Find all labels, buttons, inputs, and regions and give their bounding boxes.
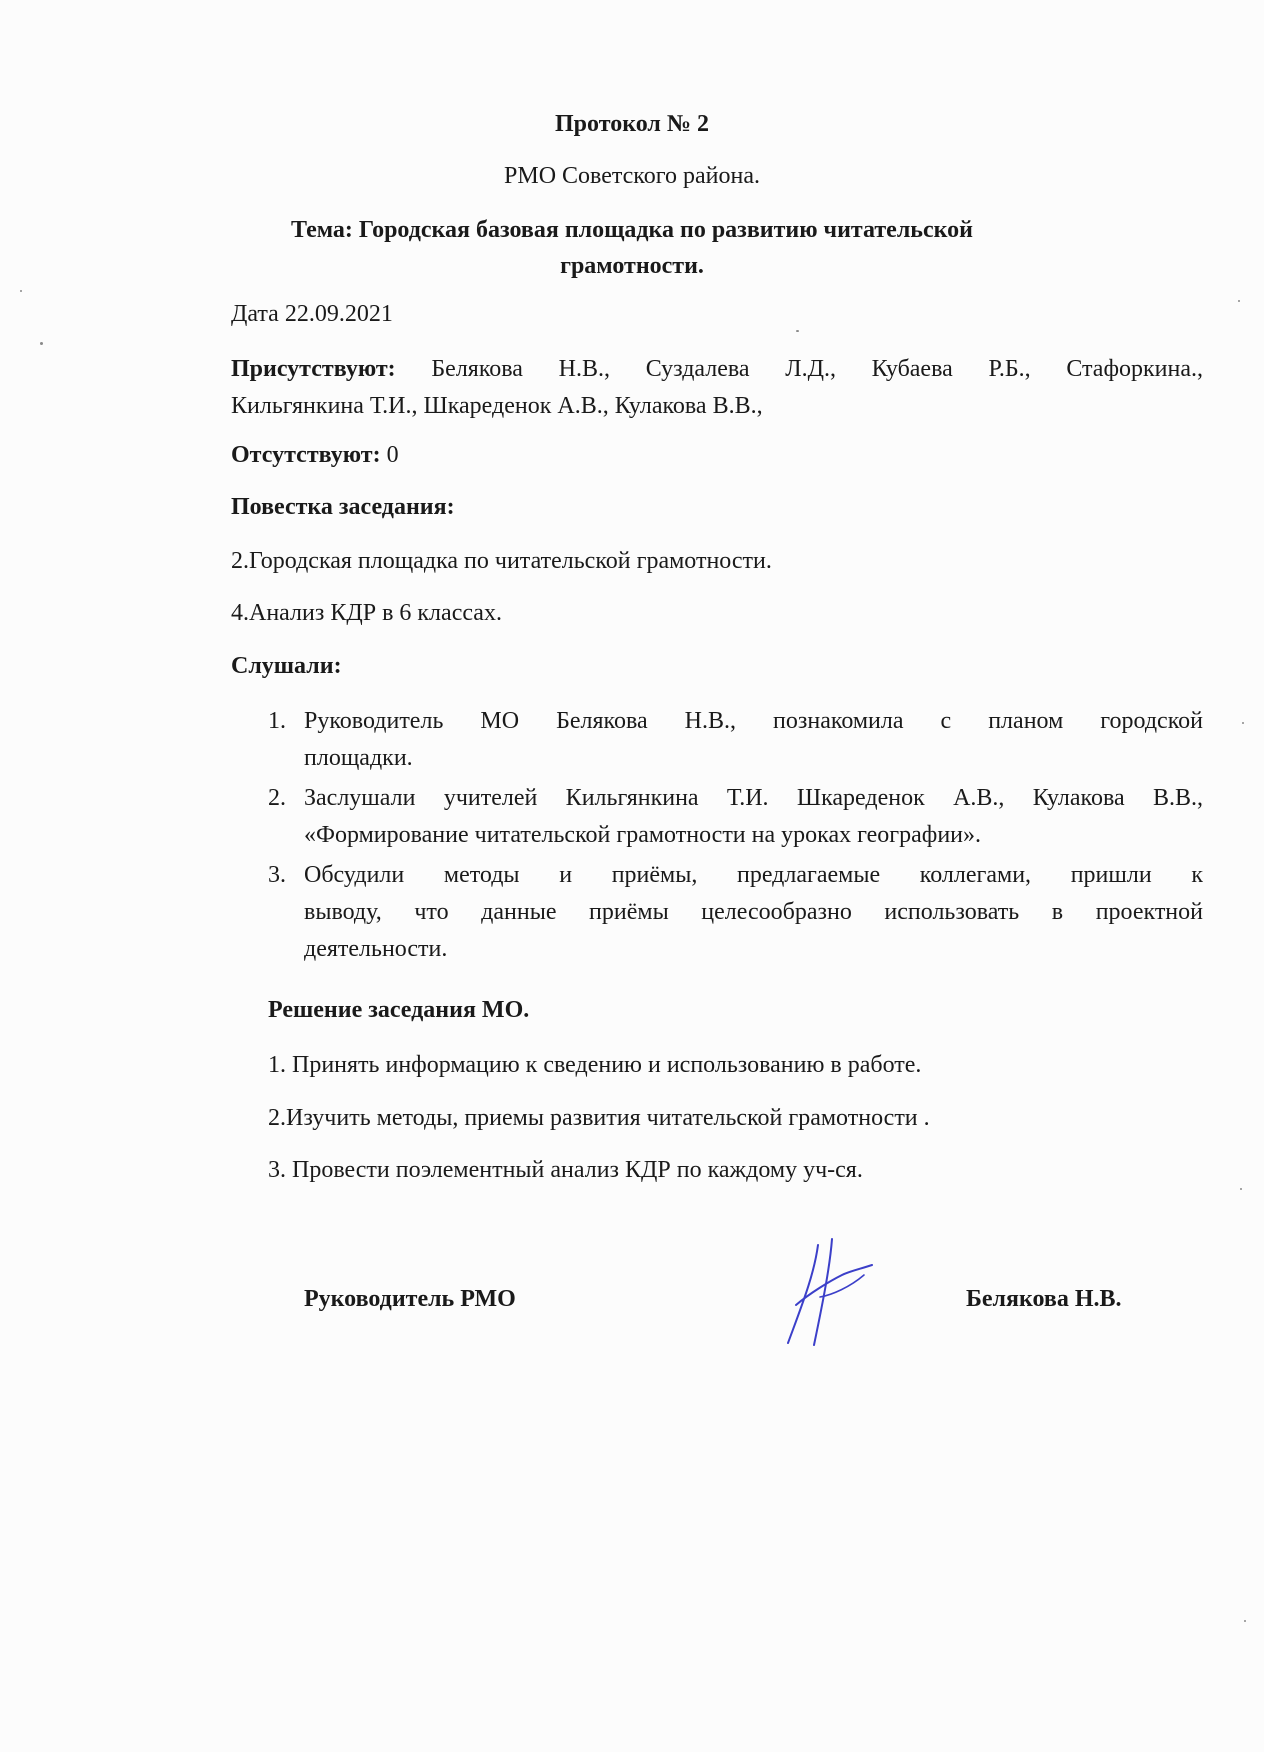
decision-item: 3. Провести поэлементный анализ КДР по каждому уч-ся. xyxy=(268,1157,863,1183)
heard-heading: Слушали: xyxy=(231,653,342,679)
meeting-date: Дата 22.09.2021 xyxy=(231,301,393,327)
agenda-item: 2.Городская площадка по читательской грамотности. xyxy=(231,548,772,574)
heard-item-line: Обсудили методы и приёмы, предлагаемые коллегами, пришли к xyxy=(304,862,1203,888)
decision-item: 2.Изучить методы, приемы развития читательской грамотности . xyxy=(268,1105,930,1131)
signatory-role: Руководитель РМО xyxy=(304,1286,516,1312)
scan-speck xyxy=(1240,1188,1242,1190)
agenda-heading: Повестка заседания: xyxy=(231,494,455,520)
heard-item-number: 1. xyxy=(268,708,286,734)
heard-item-line: деятельности. xyxy=(304,936,448,962)
scan-speck xyxy=(40,342,43,345)
topic-line-2: грамотности. xyxy=(560,253,704,279)
document-title: Протокол № 2 xyxy=(555,111,709,137)
heard-item xyxy=(304,780,1203,854)
heard-item xyxy=(304,857,1203,968)
signatory-name: Белякова Н.В. xyxy=(966,1286,1122,1312)
heard-item-line: Руководитель МО Белякова Н.В., познакомила с планом городской xyxy=(304,708,1203,734)
topic-line-1: Тема: Городская базовая площадка по развитию читательской xyxy=(291,217,973,243)
absent-line xyxy=(231,437,399,474)
scan-speck xyxy=(796,330,799,332)
present-label: Присутствуют: xyxy=(231,356,396,382)
heard-item xyxy=(304,703,1203,777)
document-subtitle: РМО Советского района. xyxy=(504,163,760,189)
scan-speck xyxy=(1238,300,1240,302)
decision-heading: Решение заседания МО. xyxy=(268,997,530,1023)
heard-item-line: выводу, что данные приёмы целесообразно использовать в проектной xyxy=(304,899,1203,925)
present-line-2: Кильгянкина Т.И., Шкареденок А.В., Кулакова В.В., xyxy=(231,393,763,419)
heard-item-line: Заслушали учителей Кильгянкина Т.И. Шкареденок А.В., Кулакова В.В., xyxy=(304,785,1203,811)
decision-item: 1. Принять информацию к сведению и использованию в работе. xyxy=(268,1052,922,1078)
heard-item-number: 2. xyxy=(268,785,286,811)
heard-item-number: 3. xyxy=(268,862,286,888)
scan-speck xyxy=(20,290,22,292)
heard-item-line: площадки. xyxy=(304,745,413,771)
present-names-1: Белякова Н.В., Суздалева Л.Д., Кубаева Р.Б., Стафоркина., xyxy=(431,356,1204,382)
absent-label: Отсутствуют: xyxy=(231,442,381,468)
handwritten-signature xyxy=(780,1235,900,1355)
heard-item-line: «Формирование читательской грамотности на уроках географии». xyxy=(304,822,982,848)
absent-value: 0 xyxy=(386,442,399,468)
scan-speck xyxy=(1242,722,1244,724)
scan-speck xyxy=(1244,1620,1246,1622)
agenda-item: 4.Анализ КДР в 6 классах. xyxy=(231,600,502,626)
present-line-1 xyxy=(231,351,1203,388)
